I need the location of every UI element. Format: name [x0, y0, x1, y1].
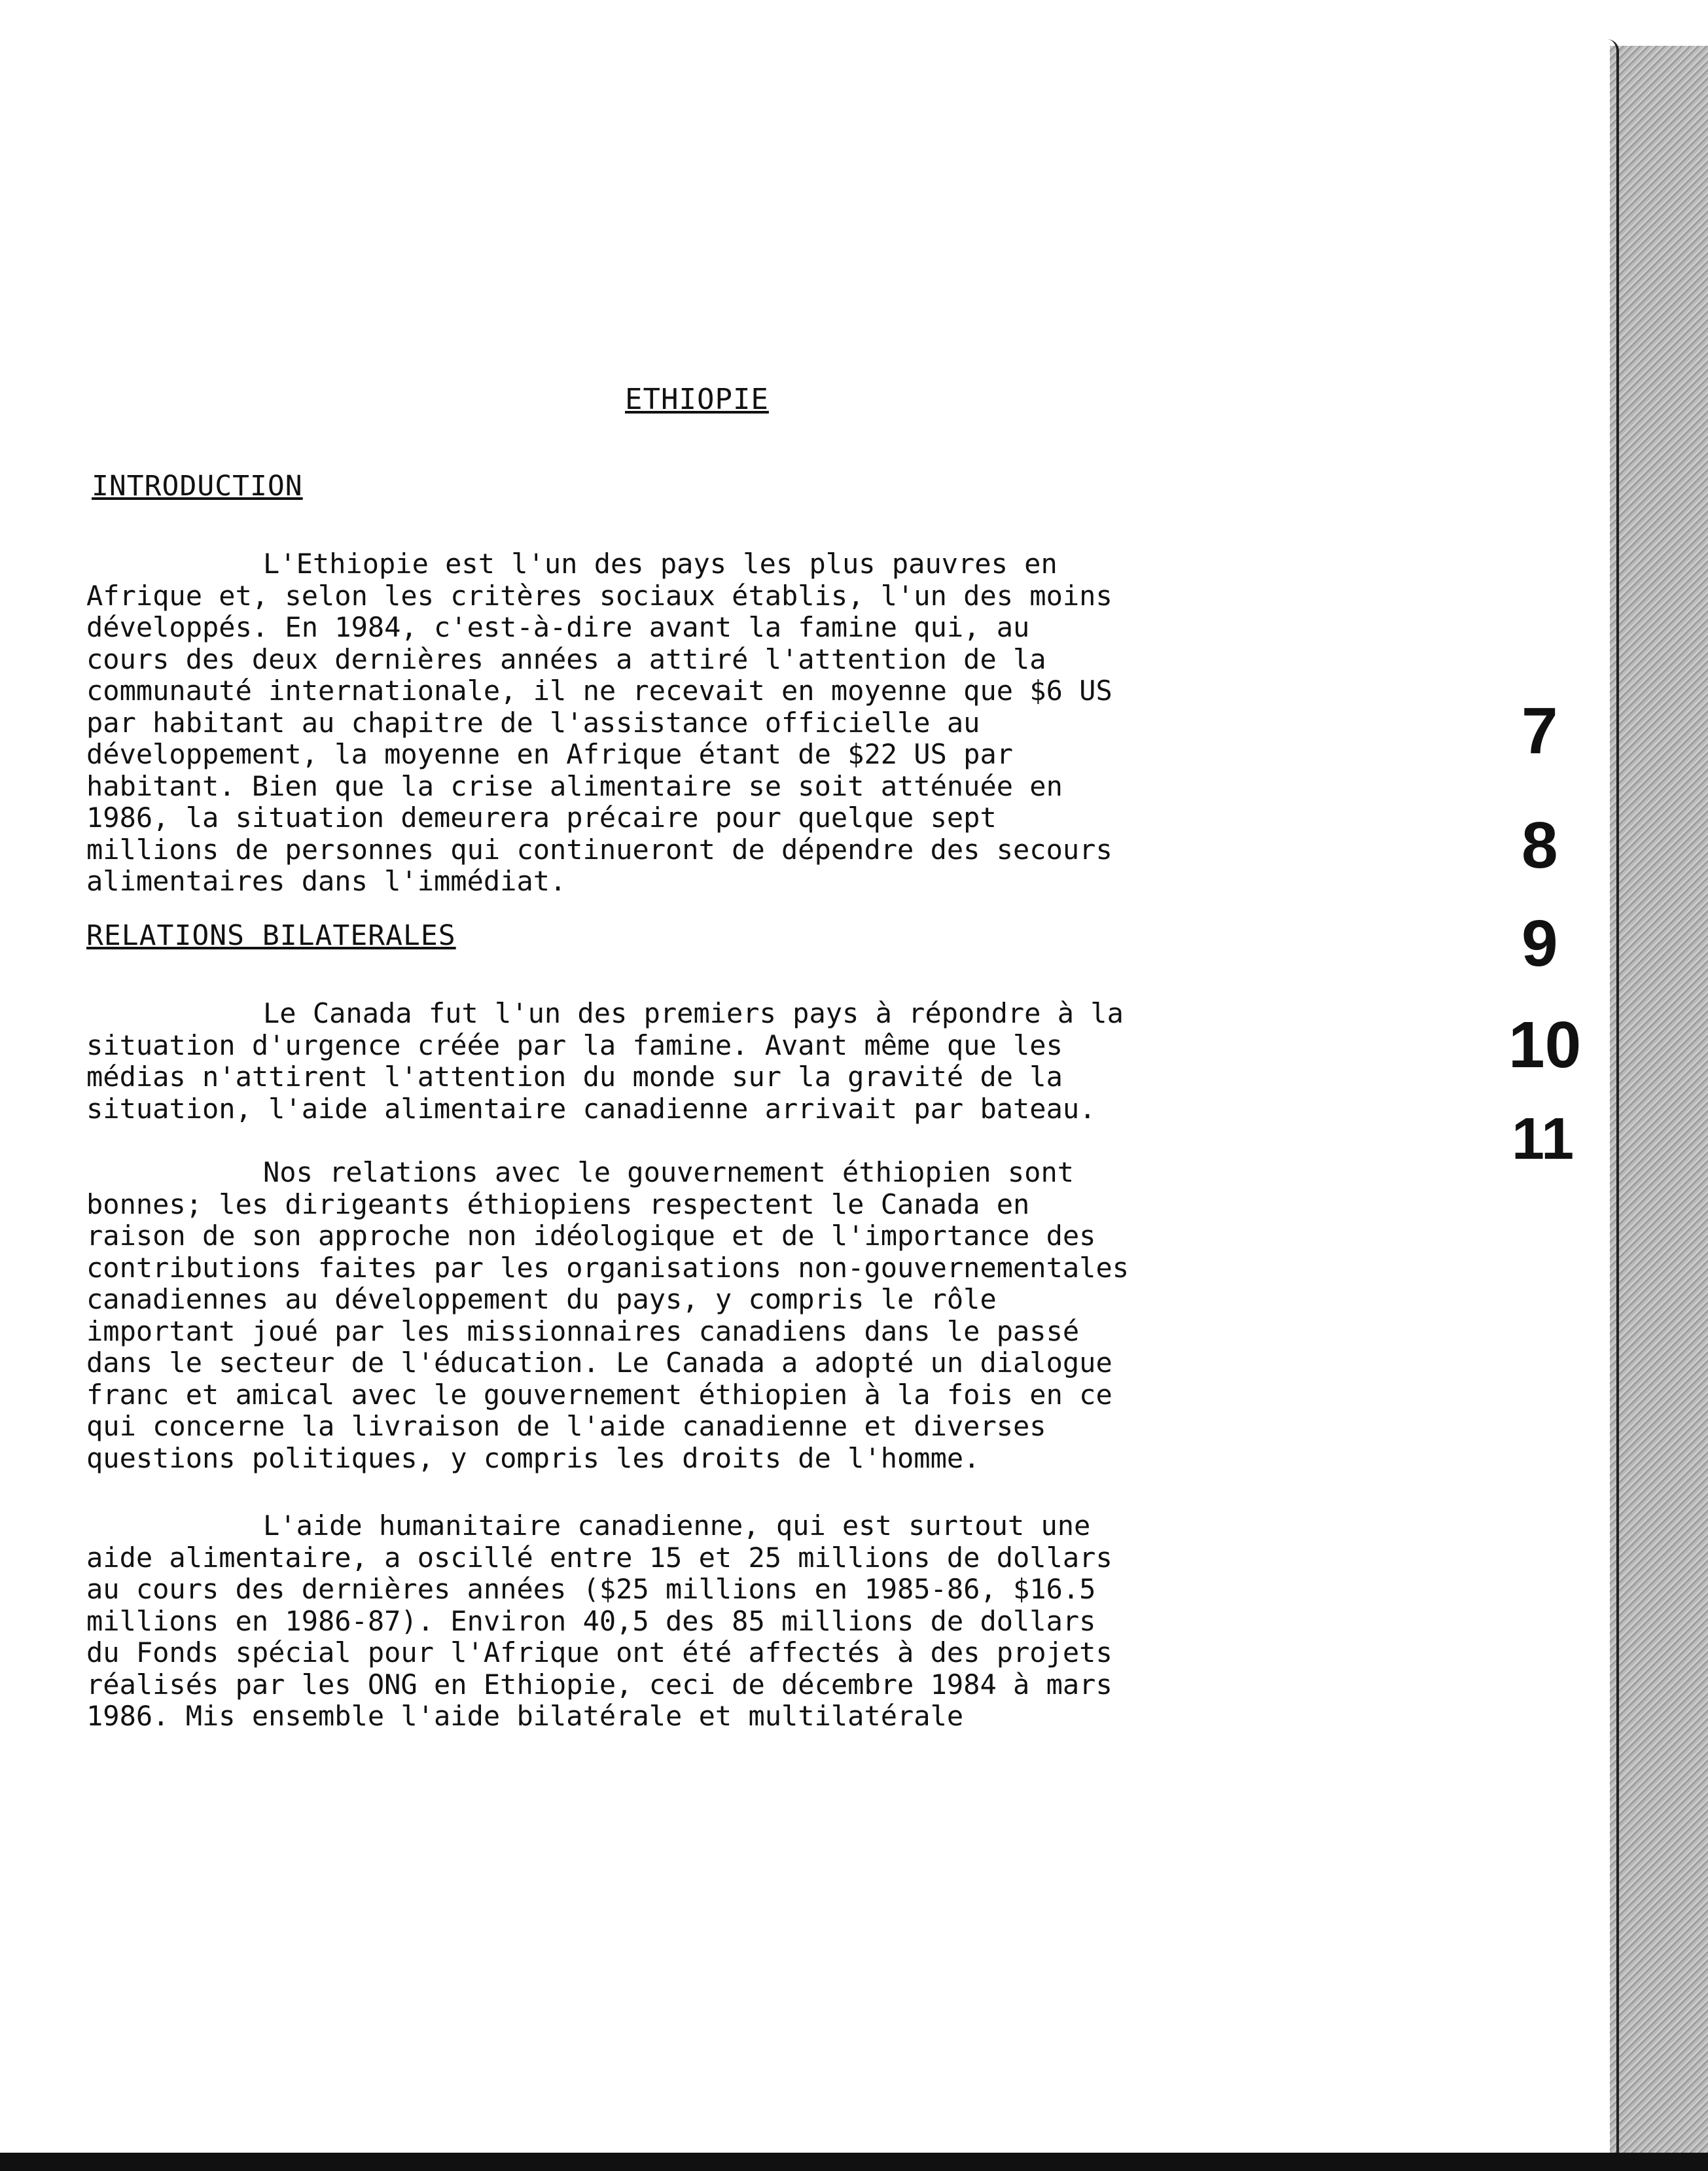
text-line: au cours des dernières années ($25 millions en 1985-86, $16.5 [86, 1573, 1096, 1605]
tab-number-7[interactable]: 7 [1521, 694, 1558, 768]
text-line: médias n'attirent l'attention du monde sur la gravité de la [86, 1061, 1063, 1093]
section-heading-introduction: INTRODUCTION [92, 470, 303, 503]
text-line: habitant. Bien que la crise alimentaire se soit atténuée en [86, 769, 1063, 802]
text-line: raison de son approche non idéologique et de l'importance des [86, 1220, 1096, 1252]
text-line: du Fonds spécial pour l'Afrique ont été affectés à des projets [86, 1636, 1112, 1668]
paragraph-introduction [86, 548, 1310, 898]
text-line: aide alimentaire, a oscillé entre 15 et 25 millions de dollars [86, 1541, 1112, 1574]
section-heading-relations-bilaterales: RELATIONS BILATERALES [86, 919, 456, 952]
paragraph-relations-3 [86, 1510, 1310, 1733]
text-line: qui concerne la livraison de l'aide canadienne et diverses [86, 1410, 1046, 1442]
text-line: situation d'urgence créée par la famine. Avant même que les [86, 1029, 1063, 1061]
text-line: millions en 1986-87). Environ 40,5 des 85 millions de dollars [86, 1604, 1096, 1637]
text-line: par habitant au chapitre de l'assistance officielle au [86, 706, 980, 739]
text-line: Le Canada fut l'un des premiers pays à répondre à la [263, 997, 1124, 1029]
text-line: important joué par les missionnaires canadiens dans le passé [86, 1315, 1080, 1347]
text-line: développement, la moyenne en Afrique étant de $22 US par [86, 738, 1014, 770]
scan-bottom-edge [0, 2153, 1708, 2171]
text-line: millions de personnes qui continueront de dépendre des secours [86, 833, 1112, 866]
text-line: contributions faites par les organisations non-gouvernementales [86, 1251, 1130, 1284]
text-line: L'aide humanitaire canadienne, qui est surtout une [263, 1509, 1091, 1542]
tab-number-10[interactable]: 10 [1508, 1008, 1582, 1082]
text-line: alimentaires dans l'immédiat. [86, 865, 567, 897]
text-line: communauté internationale, il ne recevait en moyenne que $6 US [86, 675, 1112, 707]
paragraph-relations-1 [86, 998, 1310, 1125]
text-line: Nos relations avec le gouvernement éthiopien sont [263, 1156, 1075, 1188]
text-line: L'Ethiopie est l'un des pays les plus pauvres en [263, 548, 1058, 580]
text-line: bonnes; les dirigeants éthiopiens respectent le Canada en [86, 1188, 1030, 1220]
document-title: ETHIOPIE [625, 383, 769, 416]
text-line: développés. En 1984, c'est-à-dire avant la famine qui, au [86, 611, 1030, 643]
text-line: situation, l'aide alimentaire canadienne arrivait par bateau. [86, 1092, 1096, 1125]
text-line: dans le secteur de l'éducation. Le Canada a adopté un dialogue [86, 1347, 1112, 1379]
tab-number-9[interactable]: 9 [1521, 907, 1558, 980]
text-line: Afrique et, selon les critères sociaux établis, l'un des moins [86, 579, 1112, 612]
tab-divider-edge [1597, 39, 1619, 2171]
text-line: réalisés par les ONG en Ethiopie, ceci de décembre 1984 à mars [86, 1668, 1112, 1701]
text-line: 1986. Mis ensemble l'aide bilatérale et multilatérale [86, 1700, 964, 1732]
text-line: franc et amical avec le gouvernement éthiopien à la fois en ce [86, 1378, 1112, 1411]
text-line: questions politiques, y compris les droits de l'homme. [86, 1441, 980, 1474]
text-line: canadiennes au développement du pays, y compris le rôle [86, 1283, 997, 1315]
tab-number-8[interactable]: 8 [1521, 809, 1558, 882]
text-line: 1986, la situation demeurera précaire pour quelque sept [86, 802, 997, 834]
tab-divider-strip [1610, 46, 1708, 2171]
text-line: cours des deux dernières années a attiré l'attention de la [86, 643, 1046, 675]
tab-number-11[interactable]: 11 [1512, 1106, 1575, 1172]
paragraph-relations-2 [86, 1157, 1310, 1474]
